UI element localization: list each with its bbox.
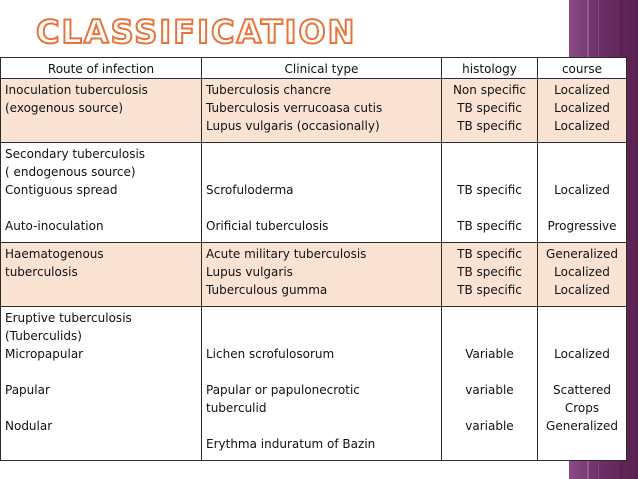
cell-route: Eruptive tuberculosis (Tuberculids) Micropapular Papular Nodular bbox=[1, 307, 202, 461]
header-course: course bbox=[538, 58, 627, 79]
cell-course: Localized Progressive bbox=[538, 143, 627, 243]
cell-course: Generalized Localized Localized bbox=[538, 243, 627, 307]
cell-route: Haematogenous tuberculosis bbox=[1, 243, 202, 307]
cell-route: Secondary tuberculosis ( endogenous source) Contiguous spread Auto-inoculation bbox=[1, 143, 202, 243]
cell-course: Localized Localized Localized bbox=[538, 79, 627, 143]
cell-histology: TB specific TB specific TB specific bbox=[442, 243, 538, 307]
cell-clinical-type: Tuberculosis chancre Tuberculosis verrucoasa cutis Lupus vulgaris (occasionally) bbox=[202, 79, 442, 143]
header-clinical-type: Clinical type bbox=[202, 58, 442, 79]
cell-course: Localized Scattered Crops Generalized bbox=[538, 307, 627, 461]
cell-route: Inoculation tuberculosis (exogenous source) bbox=[1, 79, 202, 143]
table-row bbox=[1, 79, 627, 143]
cell-histology: Non specific TB specific TB specific bbox=[442, 79, 538, 143]
header-histology: histology bbox=[442, 58, 538, 79]
header-route: Route of infection bbox=[1, 58, 202, 79]
classification-table bbox=[0, 57, 627, 461]
cell-histology: Variable variable variable bbox=[442, 307, 538, 461]
cell-clinical-type: Lichen scrofulosorum Papular or papulonecrotic tuberculid Erythma induratum of Bazin bbox=[202, 307, 442, 461]
slide-title: CLASSIFICATION bbox=[36, 13, 357, 51]
table-row bbox=[1, 307, 627, 461]
table-header-row bbox=[1, 58, 627, 79]
table-row bbox=[1, 243, 627, 307]
table-row bbox=[1, 143, 627, 243]
cell-clinical-type: Acute military tuberculosis Lupus vulgaris Tuberculous gumma bbox=[202, 243, 442, 307]
cell-clinical-type: Scrofuloderma Orificial tuberculosis bbox=[202, 143, 442, 243]
cell-histology: TB specific TB specific bbox=[442, 143, 538, 243]
